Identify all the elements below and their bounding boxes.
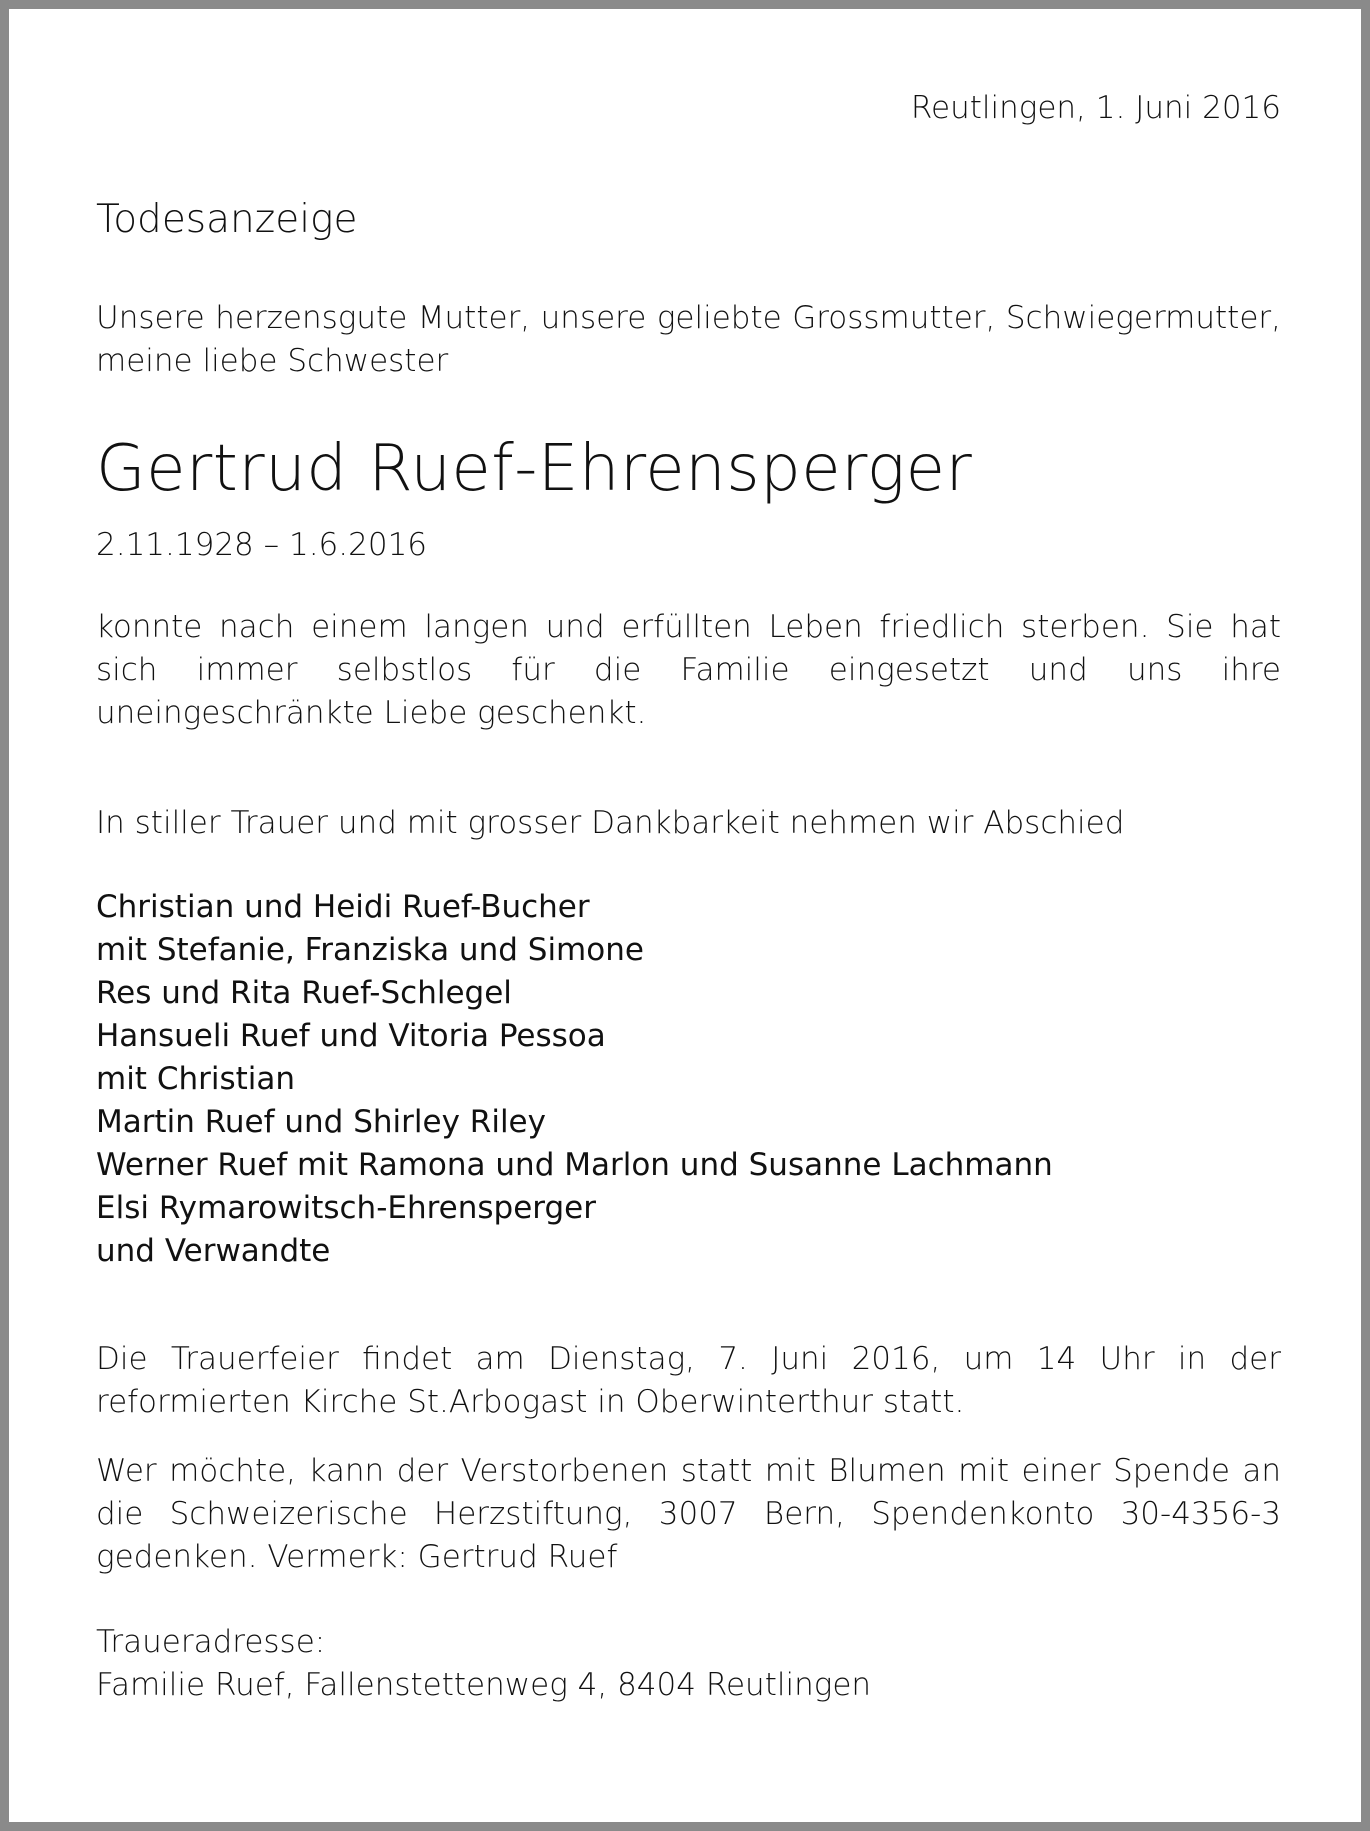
place-date: Reutlingen, 1. Juni 2016 [910, 90, 1281, 126]
tribute-text: konnte nach einem langen und erfüllten Leben friedlich sterben. Sie hat sich immer selbstlos für die Familie eingesetzt und uns ihre uneingeschränkte Liebe geschenkt. [96, 609, 1281, 731]
heading-todesanzeige: Todesanzeige [96, 197, 358, 242]
life-dates: 2.11.1928 – 1.6.2016 [96, 527, 428, 563]
intro-text: Unsere herzensgute Mutter, unsere geliebte Grossmutter, Schwiegermutter, meine liebe Schwester [96, 300, 1281, 379]
farewell-text: In stiller Trauer und mit grosser Dankbarkeit nehmen wir Abschied [96, 805, 1125, 841]
mourner-line: Werner Ruef mit Ramona und Marlon und Susanne Lachmann [96, 1147, 1053, 1183]
mourner-line: Martin Ruef und Shirley Riley [96, 1104, 546, 1140]
obituary-page [9, 9, 1361, 1822]
mourner-line: Res und Rita Ruef-Schlegel [96, 975, 512, 1011]
service-text: Die Trauerfeier findet am Dienstag, 7. Juni 2016, um 14 Uhr in der reformierten Kirche St.Arbogast in Oberwinterthur statt. [96, 1341, 1281, 1420]
deceased-name: Gertrud Ruef-Ehrensperger [96, 432, 973, 506]
mourner-line: mit Christian [96, 1061, 296, 1097]
mourner-line: mit Stefanie, Franziska und Simone [96, 932, 644, 968]
mourning-address: Familie Ruef, Fallenstettenweg 4, 8404 Reutlingen [96, 1667, 872, 1703]
mourner-line: Hansueli Ruef und Vitoria Pessoa [96, 1018, 606, 1054]
mourner-line: und Verwandte [96, 1233, 331, 1269]
mourner-line: Christian und Heidi Ruef-Bucher [96, 889, 590, 925]
mourner-line: Elsi Rymarowitsch-Ehrensperger [96, 1190, 596, 1226]
address-label: Traueradresse: [96, 1624, 326, 1660]
donation-text: Wer möchte, kann der Verstorbenen statt mit Blumen mit einer Spende an die Schweizerische Herzstiftung, 3007 Bern, Spendenkonto 30-4356-3 gedenken. Vermerk: Gertrud Ruef [96, 1453, 1281, 1575]
